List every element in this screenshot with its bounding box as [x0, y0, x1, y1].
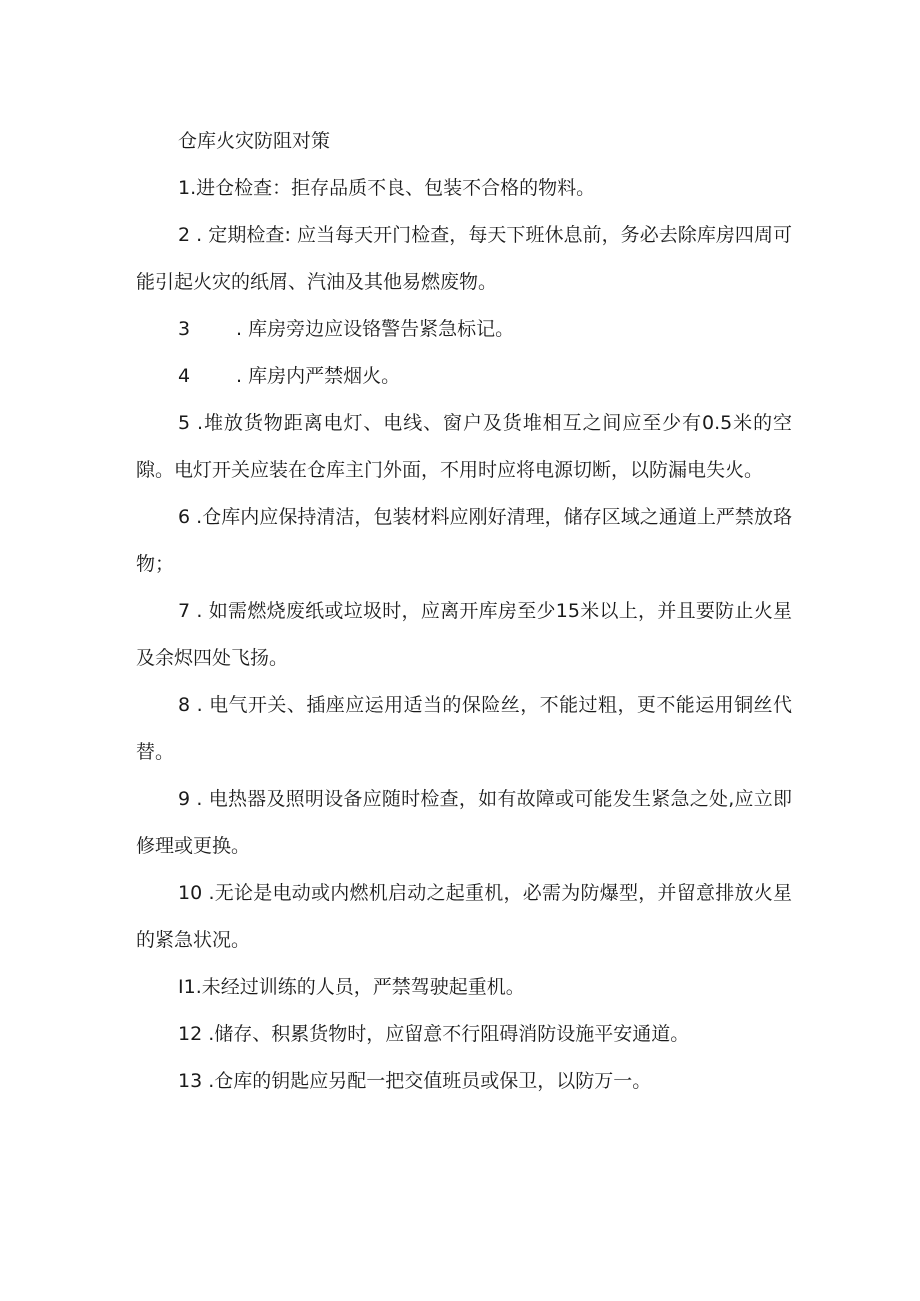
list-item	[136, 165, 792, 212]
document-title: 仓库火灾防阻对策	[178, 130, 331, 152]
item-text: . 定期检查: 应当每天开门检查，每天下班休息前，务必去除库房四周可能引起火灾的纸屑、汽油及其他易燃废物。	[136, 224, 792, 293]
item-text: .仓库内应保持清洁，包装材料应刚好清理，储存区域之通道上严禁放珞物；	[136, 506, 792, 575]
list-item	[136, 1011, 792, 1058]
item-number: I1	[178, 976, 196, 998]
item-number: 9	[178, 788, 191, 810]
item-number: 3	[178, 318, 191, 340]
list-item	[136, 212, 792, 306]
list-item	[136, 588, 792, 682]
item-text: . 库房内严禁烟火。	[236, 365, 401, 387]
item-number: 7	[178, 600, 191, 622]
list-item	[136, 870, 792, 964]
item-number: 2	[178, 224, 191, 246]
list-item	[136, 353, 792, 400]
item-number: 6	[178, 506, 191, 528]
item-text: .进仓检查：拒存品质不良、包装不合格的物料。	[190, 177, 596, 199]
list-item	[136, 306, 792, 353]
item-text: . 库房旁边应设铬警告紧急标记。	[236, 318, 515, 340]
item-text: .储存、积累货物时，应留意不行阻碍消防设施平安通道。	[202, 1023, 690, 1045]
document-body	[136, 118, 792, 1105]
item-text: . 如需燃烧废纸或垃圾时，应离开库房至少15米以上，并且要防止火星及余烬四处飞扬。	[136, 600, 792, 669]
item-number: 1	[178, 177, 191, 199]
list-item	[136, 494, 792, 588]
item-number: 10	[178, 882, 203, 904]
item-number: 13	[178, 1070, 203, 1092]
item-number: 12	[178, 1023, 203, 1045]
item-text: .未经过训练的人员，严禁驾驶起重机。	[195, 976, 525, 998]
item-text: .堆放货物距离电灯、电线、窗户及货堆相互之间应至少有0.5米的空隙。电灯开关应装在仓库主门外面，不用时应将电源切断，以防漏电失火。	[136, 412, 792, 481]
list-item	[136, 1058, 792, 1105]
item-text: .无论是电动或内燃机启动之起重机，必需为防爆型，并留意排放火星的紧急状况。	[136, 882, 792, 951]
item-number: 4	[178, 365, 191, 387]
list-item	[136, 776, 792, 870]
item-text: . 电热器及照明设备应随时检查，如有故障或可能发生紧急之处,应立即修理或更换。	[136, 788, 792, 857]
item-text: . 电气开关、插座应运用适当的保险丝，不能过粗，更不能运用铜丝代替。	[136, 694, 792, 763]
list-item	[136, 400, 792, 494]
item-number: 5	[178, 412, 191, 434]
list-item	[136, 682, 792, 776]
list-item	[136, 964, 792, 1011]
item-number: 8	[178, 694, 191, 716]
item-text: .仓库的钥匙应另配一把交值班员或保卫，以防万一。	[202, 1070, 652, 1092]
